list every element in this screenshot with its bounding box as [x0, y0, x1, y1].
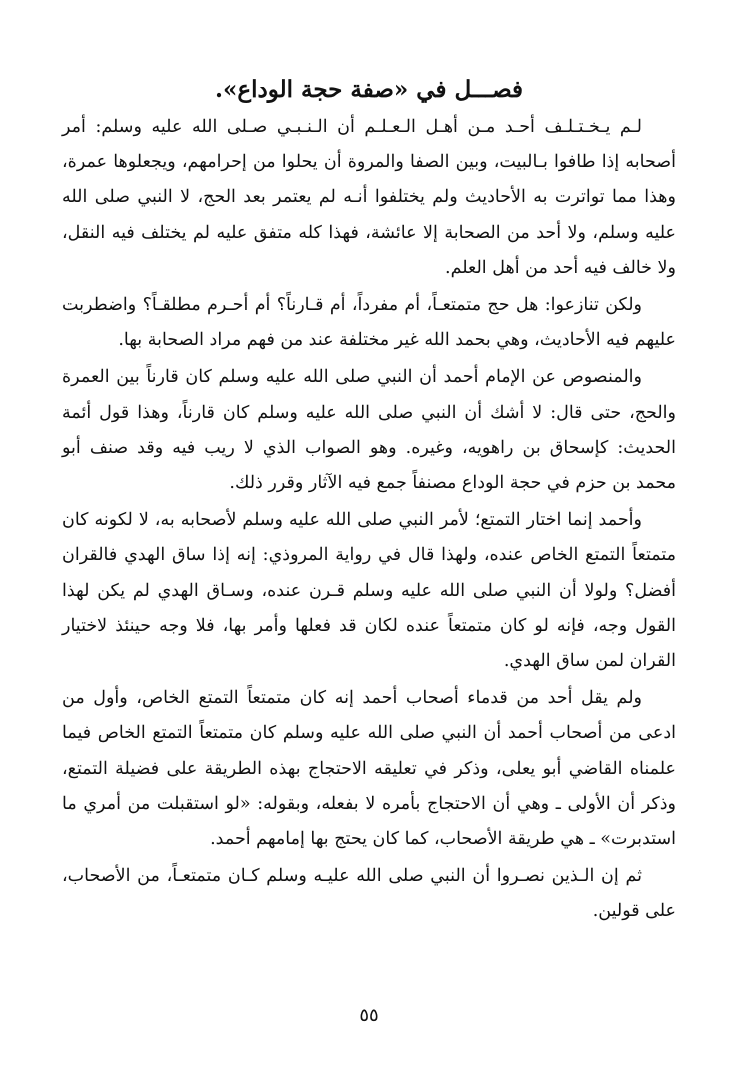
paragraph-2: ولكن تنازعوا: هل حج متمتعـاً، أم مفرداً، أم قـارناً؟ أم أحـرم مطلقـاً؟ واضطربت عليهم فيه الأحاديث، وهي بحمد الله غير مختلفة عند من فهم مراد الصحابة بها. [62, 295, 676, 351]
paragraph-4: وأحمد إنما اختار التمتع؛ لأمر النبي صلى الله عليه وسلم لأصحابه به، لا لكونه كان متمتعاً التمتع الخاص عنده، ولهذا قال في رواية المروذي: إنه إذا ساق الهدي فالقران أفضل؟ ولولا أن النبي صلى الله عليه وسلم قـرن عنده، وسـاق الهدي لم يكن لهذا القول وجه، فإنه لو كان متمتعاً عنده لكان قد فعلها وأمر بها، فلا وجه حينئذ لاختيار القران لمن ساق الهدي. [62, 510, 676, 672]
paragraph-1: لـم يـخـتـلـف أحـد مـن أهـل الـعـلـم أن الـنـبـي صـلى الله عليه وسلم: أمر أصحابه إذا طافوا بـالبيت، وبين الصفا والمروة أن يحلوا من إحرامهم، ويجعلوها عمرة، وهذا مما تواترت به الأحاديث ولم يختلفوا أنـه لم يعتمر بعد الحج، لا النبي صلى الله عليه وسلم، ولا أحد من الصحابة إلا عائشة، فهذا كله متفق عليه لم يختلف فيه النقل، ولا خالف فيه أحد من أهل العلم. [62, 117, 676, 278]
page-body [62, 72, 676, 932]
chapter-heading: فصـــل في «صفة حجة الوداع». [214, 76, 524, 103]
paragraph-6: ثم إن الـذين نصـروا أن النبي صلى الله عليـه وسلم كـان متمتعـاً، من الأصحاب، على قولين. [62, 866, 676, 922]
page-number: ٥٥ [359, 1005, 379, 1026]
paragraph-3: والمنصوص عن الإمام أحمد أن النبي صلى الله عليه وسلم كان قارناً بين العمرة والحج، حتى قال: لا أشك أن النبي صلى الله عليه وسلم كان قارناً، وهذا قول أئمة الحديث: كإسحاق بن راهويه، وغيره. وهو الصواب الذي لا ريب فيه وقد صنف أبو محمد بن حزم في حجة الوداع مصنفاً جمع فيه الآثار وقرر ذلك. [62, 367, 676, 494]
paragraph-5: ولم يقل أحد من قدماء أصحاب أحمد إنه كان متمتعاً التمتع الخاص، وأول من ادعى من أصحاب أحمد أن النبي صلى الله عليه وسلم كان متمتعاً التمتع الخاص فيما علمناه القاضي أبو يعلى، وذكر في تعليقه الاحتجاج بهذه الطريقة على فضيلة التمتع، وذكر أن الأولى ـ وهي أن الاحتجاج بأمره لا بفعله، وبقوله: «لو استقبلت من أمري ما استدبرت» ـ هي طريقة الأصحاب، كما كان يحتج بها إمامهم أحمد. [62, 688, 676, 850]
